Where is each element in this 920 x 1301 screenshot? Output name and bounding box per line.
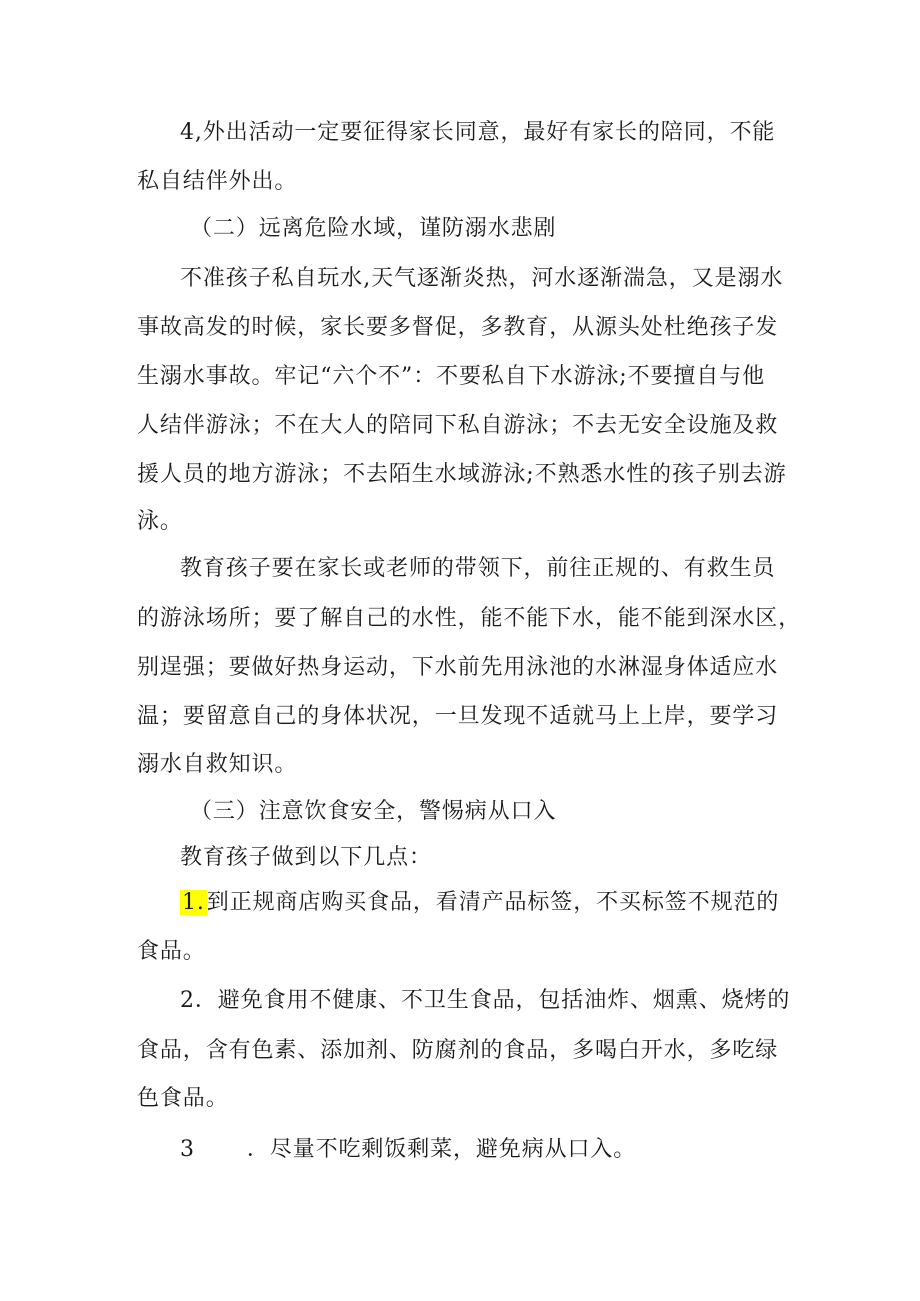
list-item-1-line-1: [180, 888, 779, 918]
paragraph-2-line-6: 泳。: [137, 509, 183, 534]
paragraph-2-line-3: 生溺水事故。牢记“六个不”：不要私自下水游泳;不要擅自与他: [137, 364, 766, 389]
paragraph-2-line-2: 事故高发的时候，家长要多督促，多教育，从源头处杜绝孩子发: [137, 315, 779, 340]
paragraph-3-line-2: 的游泳场所；要了解自己的水性，能不能下水，能不能到深水区，: [137, 606, 802, 631]
list-item-3-text: ．尽量不吃剩饭剩菜，避免病从口入。: [246, 1137, 637, 1162]
paragraph-3-line-4: 温；要留意自己的身体状况，一旦发现不适就马上上岸，要学习: [137, 704, 779, 729]
paragraph-2-line-5: 援人员的地方游泳；不去陌生水域游泳;不熟悉水性的孩子别去游: [137, 462, 787, 487]
list-intro: 教育孩子做到以下几点：: [180, 845, 432, 870]
paragraph-2-line-1: 不准孩子私自玩水,天气逐渐炎热，河水逐渐湍急，又是溺水: [180, 266, 784, 291]
list-item-1-line-2: 食品。: [137, 939, 206, 964]
section-heading-3: （三）注意饮食安全，警惕病从口入: [190, 799, 557, 824]
paragraph-1-line-1: 4,外出活动一定要征得家长同意，最好有家长的陪同，不能: [180, 120, 776, 145]
list-item-1-number-highlight: 1.: [182, 890, 205, 915]
paragraph-2-line-4: 人结伴游泳；不在大人的陪同下私自游泳；不去无安全设施及救: [137, 413, 779, 438]
list-item-3-number: 3: [180, 1137, 195, 1162]
list-item-2-line-2: 食品，含有色素、添加剂、防腐剂的食品，多喝白开水，多吃绿: [137, 1038, 779, 1063]
paragraph-3-line-3: 别逞强；要做好热身运动，下水前先用泳池的水淋湿身体适应水: [137, 655, 779, 680]
list-item-1-text: 到正规商店购买食品，看清产品标签，不买标签不规范的: [206, 890, 780, 915]
list-item-2-line-1: 2．避免食用不健康、不卫生食品，包括油炸、烟熏、烧烤的: [180, 988, 791, 1013]
section-heading-2: （二）远离危险水域，谨防溺水悲剧: [190, 216, 557, 241]
paragraph-3-line-5: 溺水自救知识。: [137, 752, 298, 777]
list-item-2-line-3: 色食品。: [137, 1086, 229, 1111]
paragraph-3-line-1: 教育孩子要在家长或老师的带领下，前往正规的、有救生员: [180, 556, 776, 581]
paragraph-1-line-2: 私自结伴外出。: [137, 169, 298, 194]
list-item-3-line: [180, 1135, 636, 1165]
